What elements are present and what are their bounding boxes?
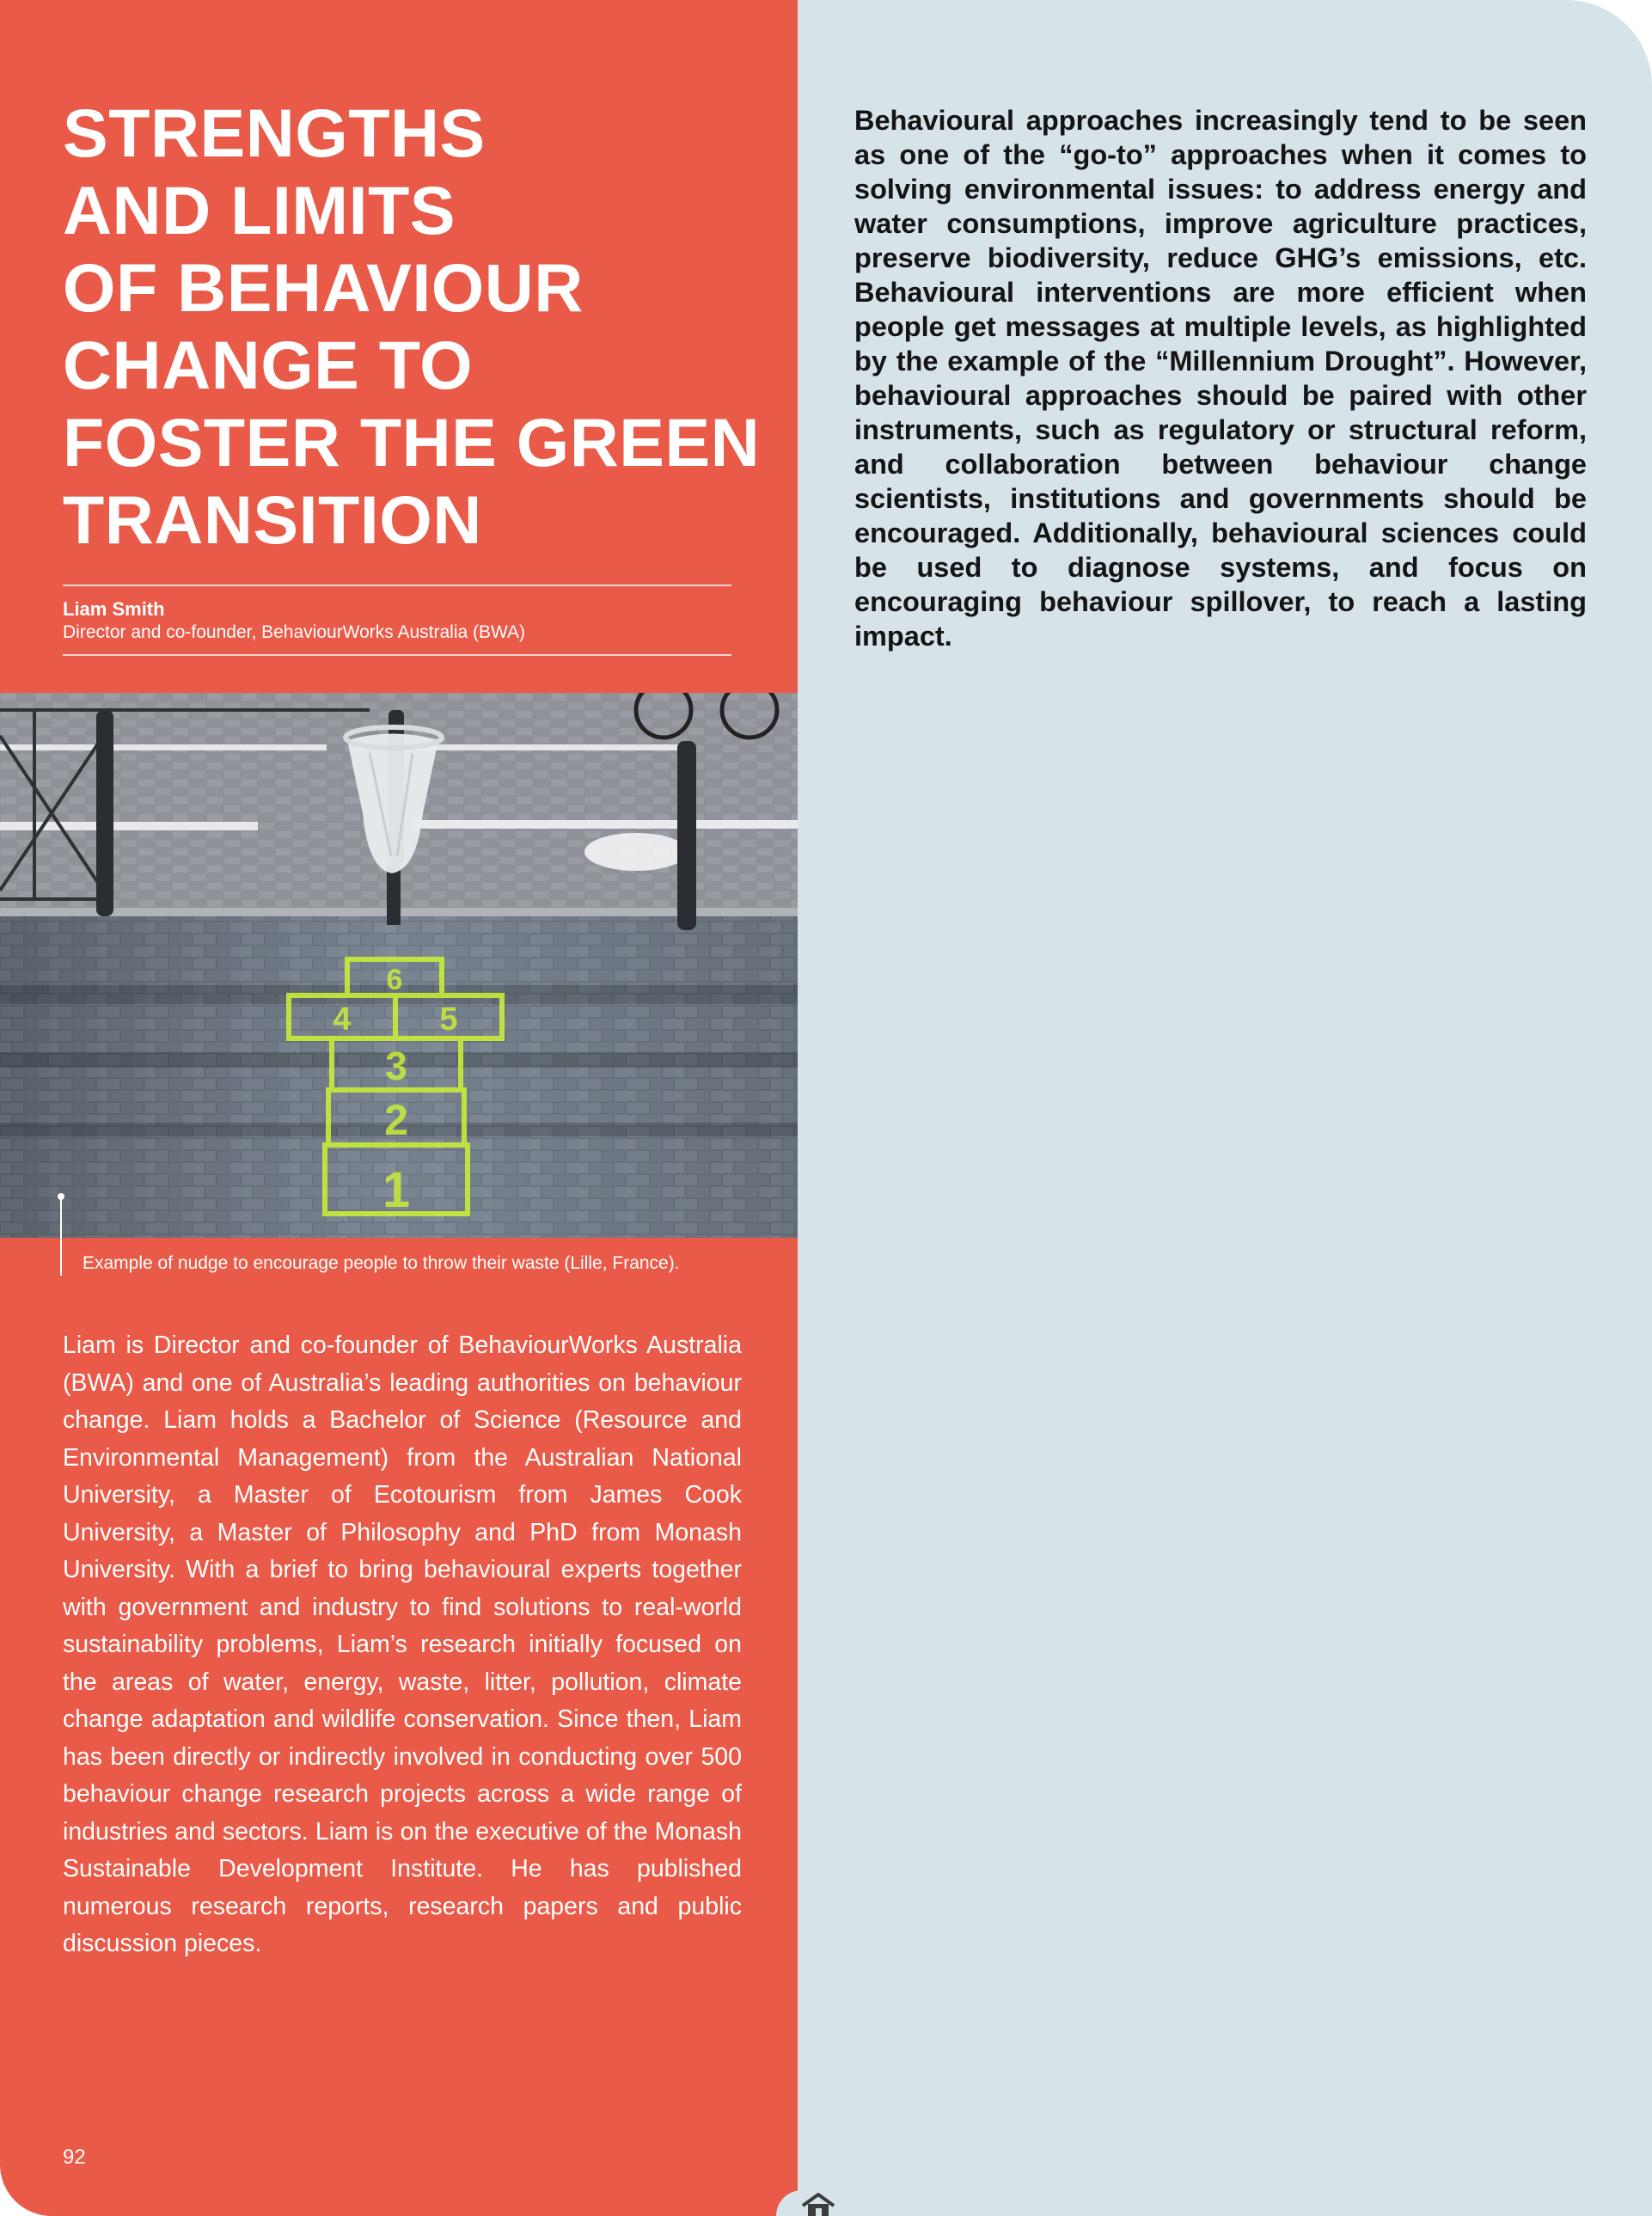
caption-line	[60, 1197, 62, 1276]
page-number: 92	[63, 2146, 86, 2169]
hopscotch-number: 2	[384, 1096, 408, 1144]
hopscotch-number: 3	[385, 1044, 407, 1088]
author-top-rule	[63, 585, 731, 586]
hopscotch-number: 1	[382, 1162, 411, 1218]
hopscotch-number: 5	[439, 1001, 458, 1038]
hopscotch-number: 6	[386, 964, 403, 996]
title-line: FOSTER THE GREEN	[63, 404, 761, 481]
hopscotch-number: 4	[333, 1001, 352, 1038]
hopscotch-photo	[0, 693, 798, 1238]
article-title	[63, 95, 768, 559]
title-line: CHANGE TO	[63, 327, 474, 403]
photo-caption: Example of nudge to encourage people to throw their waste (Lille, France).	[83, 1253, 680, 1273]
home-icon[interactable]	[799, 2192, 837, 2216]
author-role: Director and co-founder, BehaviourWorks Australia (BWA)	[63, 622, 526, 642]
title-line: TRANSITION	[63, 481, 482, 558]
title-line: OF BEHAVIOUR	[63, 249, 584, 326]
article-intro: Behavioural approaches increasingly tend to be seen as one of the “go-to” approaches when it comes to solving environmental issues: to address energy and water consumptions, improve agriculture practices, preserve biodiversity, reduce GHG’s emissions, etc. Behavioural interventions are more efficient when people get messages at multiple levels, as highlighted by the example of the “Millennium Drought”. However, behavioural approaches should be paired with other instruments, such as regulatory or structural reform, and collaboration between behaviour change scientists, institutions and governments should be encouraged. Additionally, behavioural sciences could be used to diagnose systems, and focus on encouraging behaviour spillover, to reach a lasting impact.	[854, 105, 1587, 652]
title-line: STRENGTHS	[63, 95, 486, 171]
title-line: AND LIMITS	[63, 172, 456, 248]
author-bottom-rule	[63, 654, 731, 656]
author-name: Liam Smith	[63, 598, 165, 620]
author-bio: Liam is Director and co-founder of BehaviourWorks Australia (BWA) and one of Australia’s leading authorities on behaviour change. Liam holds a Bachelor of Science (Resource and Environmental Management) from the Australian National University, a Master of Ecotourism from James Cook University, a Master of Philosophy and PhD from Monash University. With a brief to bring behavioural experts together with government and industry to find solutions to real-world sustainability problems, Liam’s research initially focused on the areas of water, energy, waste, litter, pollution, climate change adaptation and wildlife conservation. Since then, Liam has been directly or indirectly involved in conducting over 500 behaviour change research projects across a wide range of industries and sectors. Liam is on the executive of the Monash Sustainable Development Institute. He has published numerous research reports, research papers and public discussion pieces.	[63, 1331, 742, 1957]
